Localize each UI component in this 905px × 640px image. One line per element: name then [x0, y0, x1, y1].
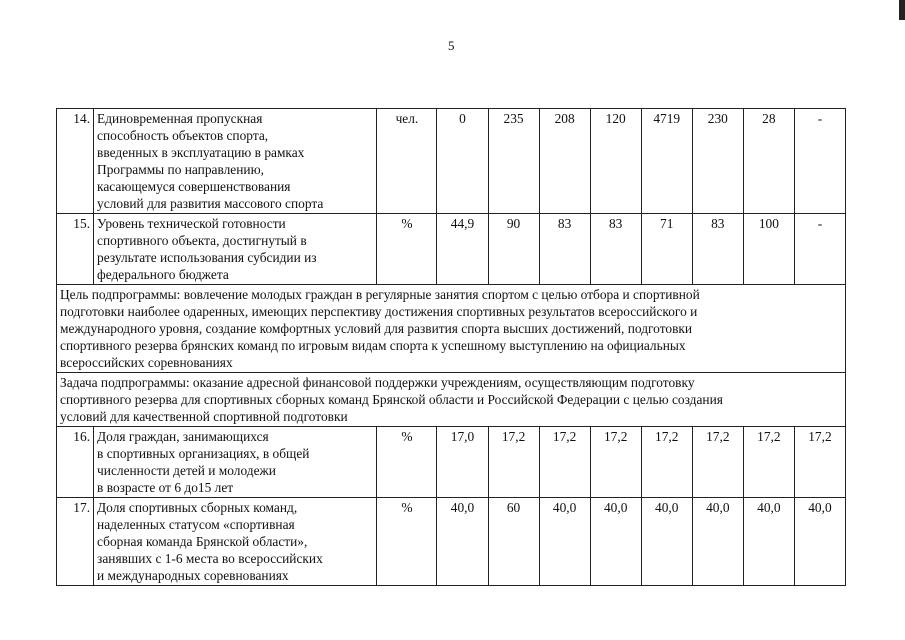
indicator-name-line: спортивного объекта, достигнутый в — [97, 233, 307, 248]
indicator-name — [94, 427, 377, 498]
table-row — [57, 109, 846, 214]
value-cell: 40,0 — [437, 498, 488, 586]
value-cell: 40,0 — [692, 498, 743, 586]
value-cell: 17,2 — [539, 427, 590, 498]
value-cell: 17,2 — [641, 427, 692, 498]
value-cell: 17,2 — [743, 427, 794, 498]
value-cell: 17,2 — [794, 427, 845, 498]
indicator-name-line: занявших с 1-6 места во всероссийских — [97, 551, 323, 566]
row-number: 15. — [57, 214, 94, 285]
text-line: спортивного резерва брянских команд по игровым видам спорта к успешному выступлению на официальных — [60, 338, 686, 353]
unit-cell: % — [377, 498, 437, 586]
text-line: всероссийских соревнованиях — [60, 355, 233, 370]
value-cell: 40,0 — [743, 498, 794, 586]
goal-cell — [57, 285, 846, 373]
value-cell: 90 — [488, 214, 539, 285]
value-cell: 208 — [539, 109, 590, 214]
value-cell: - — [794, 214, 845, 285]
unit-cell: % — [377, 427, 437, 498]
value-cell: 71 — [641, 214, 692, 285]
value-cell: 17,2 — [692, 427, 743, 498]
indicator-name-line: Единовременная пропускная — [97, 111, 263, 126]
value-cell: 83 — [692, 214, 743, 285]
value-cell: 120 — [590, 109, 641, 214]
indicator-name-line: способность объектов спорта, — [97, 128, 269, 143]
value-cell: 230 — [692, 109, 743, 214]
task-row — [57, 373, 846, 427]
value-cell: 100 — [743, 214, 794, 285]
indicator-name-line: наделенных статусом «спортивная — [97, 517, 295, 532]
value-cell: 40,0 — [794, 498, 845, 586]
indicator-name-line: численности детей и молодежи — [97, 463, 276, 478]
value-cell: 4719 — [641, 109, 692, 214]
indicators-table — [56, 108, 846, 586]
value-cell: 83 — [539, 214, 590, 285]
task-cell — [57, 373, 846, 427]
table-row — [57, 498, 846, 586]
table-row — [57, 427, 846, 498]
value-cell: - — [794, 109, 845, 214]
page-number: 5 — [448, 38, 455, 53]
text-line: подготовки наиболее одаренных, имеющих перспективу достижения спортивных результатов всероссийского и — [60, 304, 698, 319]
indicator-name-line: и международных соревнованиях — [97, 568, 289, 583]
indicator-name-line: в возрасте от 6 до15 лет — [97, 480, 234, 495]
indicator-name-line: Программы по направлению, — [97, 162, 264, 177]
value-cell: 40,0 — [539, 498, 590, 586]
row-number: 16. — [57, 427, 94, 498]
scan-edge-mark — [899, 0, 905, 20]
unit-cell: % — [377, 214, 437, 285]
table-row — [57, 214, 846, 285]
value-cell: 0 — [437, 109, 488, 214]
row-number: 17. — [57, 498, 94, 586]
indicator-name — [94, 109, 377, 214]
indicator-name-line: условий для развития массового спорта — [97, 196, 324, 211]
text-line: Цель подпрограммы: вовлечение молодых граждан в регулярные занятия спортом с целью отбора и спортивной — [60, 287, 700, 302]
indicator-name-line: введенных в эксплуатацию в рамках — [97, 145, 305, 160]
value-cell: 17,0 — [437, 427, 488, 498]
indicator-name-line: результате использования субсидии из — [97, 250, 317, 265]
value-cell: 40,0 — [641, 498, 692, 586]
value-cell: 235 — [488, 109, 539, 214]
value-cell: 17,2 — [590, 427, 641, 498]
indicator-name-line: касающемуся совершенствования — [97, 179, 291, 194]
goal-row — [57, 285, 846, 373]
value-cell: 28 — [743, 109, 794, 214]
text-line: Задача подпрограммы: оказание адресной финансовой поддержки учреждениям, осуществляющим подготовку — [60, 375, 695, 390]
indicator-name — [94, 498, 377, 586]
row-number: 14. — [57, 109, 94, 214]
value-cell: 60 — [488, 498, 539, 586]
table-body-top — [57, 109, 846, 285]
text-line: спортивного резерва для спортивных сборных команд Брянской области и Российской Федерации с целью создания — [60, 392, 723, 407]
value-cell: 40,0 — [590, 498, 641, 586]
indicator-name-line: федерального бюджета — [97, 267, 229, 282]
value-cell: 17,2 — [488, 427, 539, 498]
table-body-goal — [57, 285, 846, 427]
value-cell: 44,9 — [437, 214, 488, 285]
text-line: международного уровня, создание комфортных условий для развития спорта высших достижений, подготовки — [60, 321, 693, 336]
text-line: условий для качественной спортивной подготовки — [60, 409, 348, 424]
indicator-name — [94, 214, 377, 285]
indicator-name-line: Доля граждан, занимающихся — [97, 429, 269, 444]
unit-cell: чел. — [377, 109, 437, 214]
indicator-name-line: Уровень технической готовности — [97, 216, 286, 231]
indicator-name-line: сборная команда Брянской области», — [97, 534, 308, 549]
indicator-name-line: Доля спортивных сборных команд, — [97, 500, 298, 515]
table-body-bottom — [57, 427, 846, 586]
value-cell: 83 — [590, 214, 641, 285]
indicator-name-line: в спортивных организациях, в общей — [97, 446, 310, 461]
